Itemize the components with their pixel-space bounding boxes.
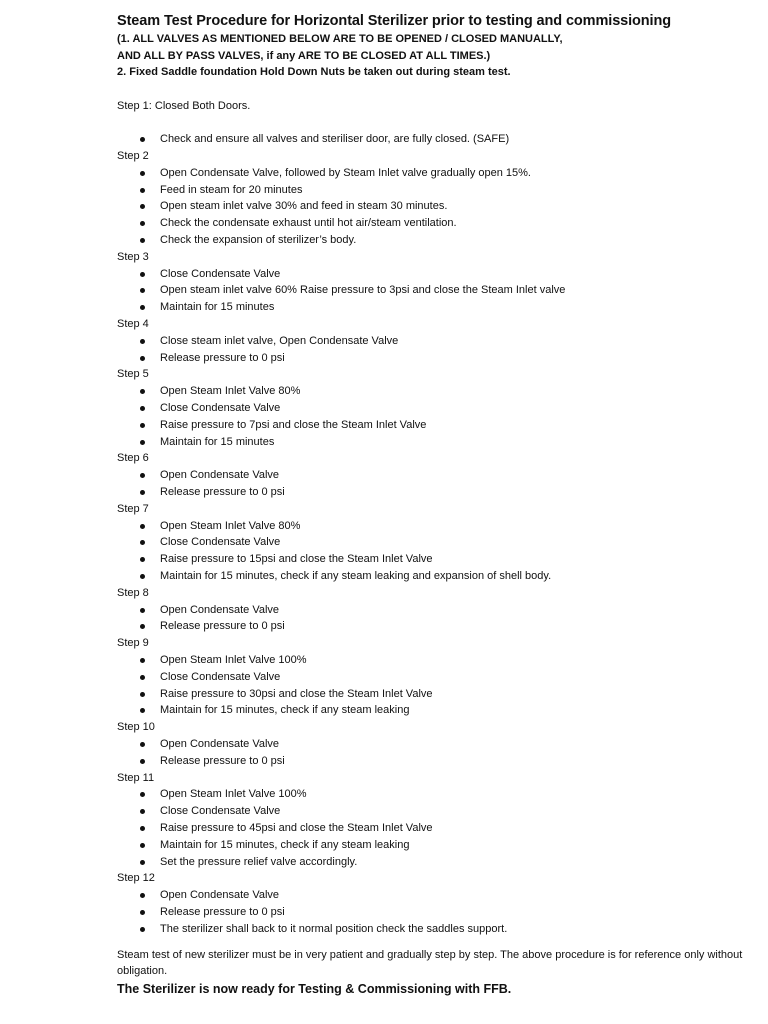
bullet-icon — [140, 272, 145, 277]
bullet-icon — [140, 389, 145, 394]
list-item — [117, 686, 757, 703]
list-item — [117, 652, 757, 669]
list-item-text: Set the pressure relief valve accordingly. — [160, 855, 358, 868]
list-item-text: Open Condensate Valve — [160, 603, 280, 616]
list-item — [117, 702, 757, 719]
bullet-icon — [140, 137, 145, 142]
note-line-1: (1. ALL VALVES AS MENTIONED BELOW ARE TO BE OPENED / CLOSED MANUALLY, — [117, 33, 563, 45]
list-item — [117, 333, 757, 350]
list-item-text: Check the condensate exhaust until hot air/steam ventilation. — [160, 217, 457, 230]
step-list — [117, 266, 757, 316]
list-item-text: Release pressure to 0 psi — [160, 620, 285, 633]
bullet-icon — [140, 809, 145, 814]
list-item-text: Open steam inlet valve 30% and feed in steam 30 minutes. — [160, 200, 448, 213]
step-list — [117, 383, 757, 450]
step-1-heading: Step 1: Closed Both Doors. — [117, 99, 251, 112]
list-item-text: Open Steam Inlet Valve 80% — [160, 519, 301, 532]
list-item-text: Close Condensate Valve — [160, 536, 281, 549]
bullet-icon — [140, 608, 145, 613]
bullet-icon — [140, 473, 145, 478]
bullet-icon — [140, 792, 145, 797]
bullet-icon — [140, 692, 145, 697]
step-list — [117, 887, 757, 937]
list-item-text: Maintain for 15 minutes — [160, 301, 275, 314]
bullet-icon — [140, 658, 145, 663]
step-heading: Step 7 — [117, 502, 149, 515]
step-heading: Step 4 — [117, 318, 149, 331]
document-title: Steam Test Procedure for Horizontal Sterilizer prior to testing and commissioning — [117, 13, 672, 29]
list-item-text: The sterilizer shall back to it normal position check the saddles support. — [160, 922, 508, 935]
step-heading: Step 9 — [117, 637, 149, 650]
list-item — [117, 350, 757, 367]
bullet-icon — [140, 910, 145, 915]
list-item — [117, 568, 757, 585]
list-item-text: Raise pressure to 45psi and close the Steam Inlet Valve — [160, 821, 433, 834]
list-item — [117, 753, 757, 770]
step-heading: Step 8 — [117, 586, 149, 599]
list-item — [117, 837, 757, 854]
list-item-text: Close Condensate Valve — [160, 805, 281, 818]
bullet-icon — [140, 893, 145, 898]
list-item — [117, 602, 757, 619]
list-item-text: Release pressure to 0 psi — [160, 905, 285, 918]
step-heading: Step 5 — [117, 368, 149, 381]
list-item-text: Close Condensate Valve — [160, 670, 281, 683]
list-item-text: Maintain for 15 minutes, check if any steam leaking and expansion of shell body. — [160, 570, 552, 583]
bullet-icon — [140, 188, 145, 193]
bullet-icon — [140, 826, 145, 831]
bullet-icon — [140, 238, 145, 243]
spacer — [117, 938, 757, 947]
list-item — [117, 518, 757, 535]
bullet-icon — [140, 423, 145, 428]
bullet-icon — [140, 288, 145, 293]
bullet-icon — [140, 305, 145, 310]
bullet-icon — [140, 490, 145, 495]
bullet-icon — [140, 440, 145, 445]
list-item — [117, 736, 757, 753]
list-item — [117, 921, 757, 938]
spacer — [117, 114, 757, 131]
bullet-icon — [140, 524, 145, 529]
list-item — [117, 383, 757, 400]
list-item — [117, 904, 757, 921]
step-heading: Step 6 — [117, 452, 149, 465]
step-list — [117, 467, 757, 501]
document-page — [117, 12, 757, 998]
list-item-text: Open Steam Inlet Valve 80% — [160, 385, 301, 398]
list-item — [117, 467, 757, 484]
step-list — [117, 652, 757, 719]
list-item — [117, 299, 757, 316]
list-item — [117, 232, 757, 249]
bullet-icon — [140, 759, 145, 764]
list-item — [117, 400, 757, 417]
step-heading: Step 2 — [117, 150, 149, 163]
bullet-icon — [140, 339, 145, 344]
list-item — [117, 417, 757, 434]
steps-section — [117, 148, 757, 937]
list-item — [117, 182, 757, 199]
list-item — [117, 551, 757, 568]
bullet-icon — [140, 356, 145, 361]
list-item — [117, 786, 757, 803]
list-item — [117, 282, 757, 299]
list-item-text: Open Condensate Valve — [160, 889, 280, 902]
list-item — [117, 198, 757, 215]
step-list — [117, 602, 757, 636]
list-item — [117, 131, 757, 148]
step-list — [117, 736, 757, 770]
list-item — [117, 215, 757, 232]
list-item — [117, 266, 757, 283]
list-item — [117, 669, 757, 686]
bullet-icon — [140, 927, 145, 932]
list-item-text: Raise pressure to 15psi and close the Steam Inlet Valve — [160, 553, 433, 566]
bullet-icon — [140, 742, 145, 747]
list-item-text: Open Condensate Valve, followed by Steam Inlet valve gradually open 15%. — [160, 166, 531, 179]
list-item-text: Close Condensate Valve — [160, 267, 281, 280]
list-item — [117, 887, 757, 904]
list-item-text: Open Condensate Valve — [160, 469, 280, 482]
list-item — [117, 803, 757, 820]
list-item — [117, 618, 757, 635]
list-item-text: Open steam inlet valve 60% Raise pressure to 3psi and close the Steam Inlet valve — [160, 284, 566, 297]
step-list — [117, 518, 757, 585]
list-item — [117, 165, 757, 182]
step-heading: Step 3 — [117, 250, 149, 263]
list-item-text: Raise pressure to 7psi and close the Steam Inlet Valve — [160, 418, 427, 431]
bullet-icon — [140, 221, 145, 226]
step-list — [117, 165, 757, 249]
bullet-icon — [140, 557, 145, 562]
list-item — [117, 854, 757, 871]
note-line-2: AND ALL BY PASS VALVES, if any ARE TO BE CLOSED AT ALL TIMES.) — [117, 49, 491, 62]
list-item-text: Release pressure to 0 psi — [160, 486, 285, 499]
bullet-icon — [140, 708, 145, 713]
step-1-list — [117, 131, 757, 148]
list-item-text: Open Steam Inlet Valve 100% — [160, 788, 307, 801]
step-list — [117, 333, 757, 367]
bullet-icon — [140, 675, 145, 680]
bullet-icon — [140, 574, 145, 579]
note-line-3: 2. Fixed Saddle foundation Hold Down Nuts be taken out during steam test. — [117, 66, 511, 78]
step-heading: Step 11 — [117, 771, 155, 784]
bullet-icon — [140, 171, 145, 176]
list-item — [117, 820, 757, 837]
step-heading: Step 12 — [117, 872, 155, 885]
bullet-icon — [140, 843, 145, 848]
list-item-text: Open Steam Inlet Valve 100% — [160, 654, 307, 666]
list-item-text: Feed in steam for 20 minutes — [160, 183, 303, 196]
bullet-icon — [140, 540, 145, 545]
list-item-text: Close steam inlet valve, Open Condensate Valve — [160, 334, 399, 347]
list-item — [117, 534, 757, 551]
list-item-text: Maintain for 15 minutes — [160, 435, 275, 448]
list-item — [117, 434, 757, 451]
spacer — [117, 81, 757, 98]
bullet-icon — [140, 406, 145, 411]
bullet-icon — [140, 624, 145, 629]
list-item — [117, 484, 757, 501]
list-item-text: Check the expansion of sterilizer’s body. — [160, 234, 357, 247]
bullet-icon — [140, 860, 145, 865]
closing-paragraph: Steam test of new sterilizer must be in very patient and gradually step by step. The above procedure is for reference only without obligation. — [117, 948, 743, 978]
list-item-text: Check and ensure all valves and steriliser door, are fully closed. (SAFE) — [160, 133, 510, 146]
list-item-text: Maintain for 15 minutes, check if any steam leaking — [160, 838, 410, 851]
final-statement: The Sterilizer is now ready for Testing & Commissioning with FFB. — [117, 981, 512, 996]
bullet-icon — [140, 204, 145, 209]
list-item-text: Maintain for 15 minutes, check if any steam leaking — [160, 704, 410, 717]
list-item-text: Raise pressure to 30psi and close the Steam Inlet Valve — [160, 687, 433, 700]
list-item-text: Release pressure to 0 psi — [160, 351, 285, 364]
list-item-text: Close Condensate Valve — [160, 402, 281, 415]
step-heading: Step 10 — [117, 721, 155, 734]
list-item-text: Release pressure to 0 psi — [160, 754, 285, 767]
list-item-text: Open Condensate Valve — [160, 737, 280, 750]
step-list — [117, 786, 757, 870]
